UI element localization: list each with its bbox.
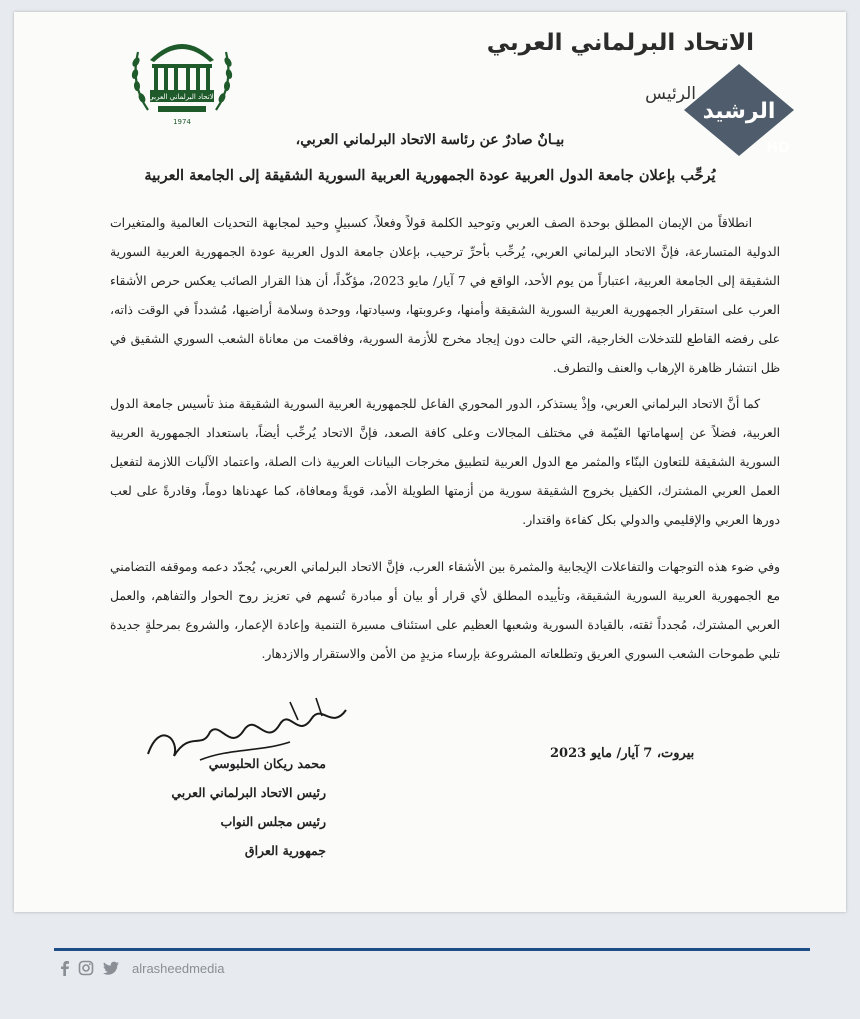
statement-date: بيروت، 7 آيار/ مايو 2023	[550, 746, 695, 761]
svg-text:HD: HD	[766, 140, 790, 156]
social-handle[interactable]: alrasheedmedia	[132, 960, 225, 976]
statement-heading: بيـانٌ صادرٌ عن رئاسة الاتحاد البرلماني العربي،	[295, 132, 565, 148]
twitter-icon[interactable]	[102, 961, 120, 976]
instagram-icon[interactable]	[78, 960, 94, 976]
statement-paragraph-1: انطلاقاً من الإيمان المطلق بوحدة الصف العربي وتوحيد الكلمة قولاً وفعلاً، كسبيلٍ وحيد لمجابهة التحديات العالمية والمتغيرات الدولية المتسارعة، فإنَّ الاتحاد البرلماني العربي، يُرحِّب بأحرِّ ترحيب، بإعلان جامعة الدول العربية عودة الجمهورية العربية السورية الشقيقة إلى الجامعة العربية، اعتباراً من يوم الأحد، الواقع في 7 آيار/ مايو 2023، مؤكّداً، أن هذا القرار الصائب يعكس حرص الأشقاء العرب على استقرار الجمهورية العربية السورية الشقيقة وأمنها، وعروبتها، وسيادتها، ووحدة وسلامة أراضيها، مُشدداً في الوقت ذاته، على رفضه القاطع للتدخلات الخارجية، التي حالت دون إيجاد مخرج للأزمة السورية، وفاقمت من معاناة الشعب السوري الشقيق في ظل انتشار ظاهرة الإرهاب والعنف والتطرف.	[110, 216, 780, 375]
svg-text:1974: 1974	[173, 118, 191, 126]
statement-subheading: يُرحِّب بإعلان جامعة الدول العربية عودة الجمهورية العربية السورية الشقيقة إلى الجامعة العربية	[144, 167, 716, 184]
statement-paragraph-3: وفي ضوء هذه التوجهات والتفاعلات الإيجابية والمثمرة بين الأشقاء العرب، فإنَّ الاتحاد البرلماني العربي، يُجدّد دعمه وموقفه التضامني مع الجمهورية العربية السورية الشقيقة، وتأييده المطلق لأي قرار أو بيان أو مبادرة تُسهم في تعزيز روح الحوار والتفاهم، والعمل العربي المشترك، مُجدداً ثقته، بالقيادة السورية وشعبها العظيم على استئناف مسيرة التنمية وإعادة الإعمار، والشروع بمرحلةٍ جديدة تلبي طموحات الشعب السوري العريق وتطلعاته المشروعة بإرساء مزيدٍ من الأمن والاستقرار والازدهار.	[110, 560, 780, 661]
signatory-title-2: رئيس مجلس النواب	[220, 814, 326, 829]
signatory-name: محمد ريكان الحلبوسي	[208, 756, 326, 771]
footer-divider	[54, 948, 810, 951]
signatory-title-1: رئيس الاتحاد البرلماني العربي	[171, 785, 326, 800]
alrasheed-watermark-logo	[678, 60, 800, 164]
letterhead-title: الاتحاد البرلماني العربي	[486, 30, 754, 56]
footer-social-bar	[58, 960, 225, 976]
letterhead-subtitle: الرئيس	[645, 84, 696, 104]
statement-paragraph-2: كما أنَّ الاتحاد البرلماني العربي، وإذْ يستذكر، الدور المحوري الفاعل للجمهورية العربية السورية الشقيقة منذ تأسيس جامعة الدول العربية، فضلاً عن إسهاماتها القيّمة في مختلف المجالات وعلى كافة الصعد، فإنَّ الاتحاد يُرحِّب أيضاً، باستعداد الجمهورية العربية السورية الشقيقة للتعاون البنّاء والمثمر مع الدول العربية لتطبيق مخرجات البيانات العربية ذات الصلة، واعتماد الآليات اللازمة لتفعيل العمل العربي المشترك، الكفيل بخروج الشقيقة سورية من أزمتها الطويلة الأمد، قويةً ومعافاة، كما عهدناها دوماً، وقادرةً على لعب دورها العربي والإقليمي والدولي بكل كفاءة واقتدار.	[110, 397, 780, 527]
svg-text:الاتحاد البرلماني العربي: الاتحاد البرلماني العربي	[148, 93, 216, 101]
arab-parliamentary-union-emblem-icon	[122, 14, 242, 134]
facebook-icon[interactable]	[58, 960, 70, 976]
signatory-title-3: جمهورية العراق	[244, 843, 326, 858]
svg-text:الرشيد: الرشيد	[702, 99, 776, 124]
